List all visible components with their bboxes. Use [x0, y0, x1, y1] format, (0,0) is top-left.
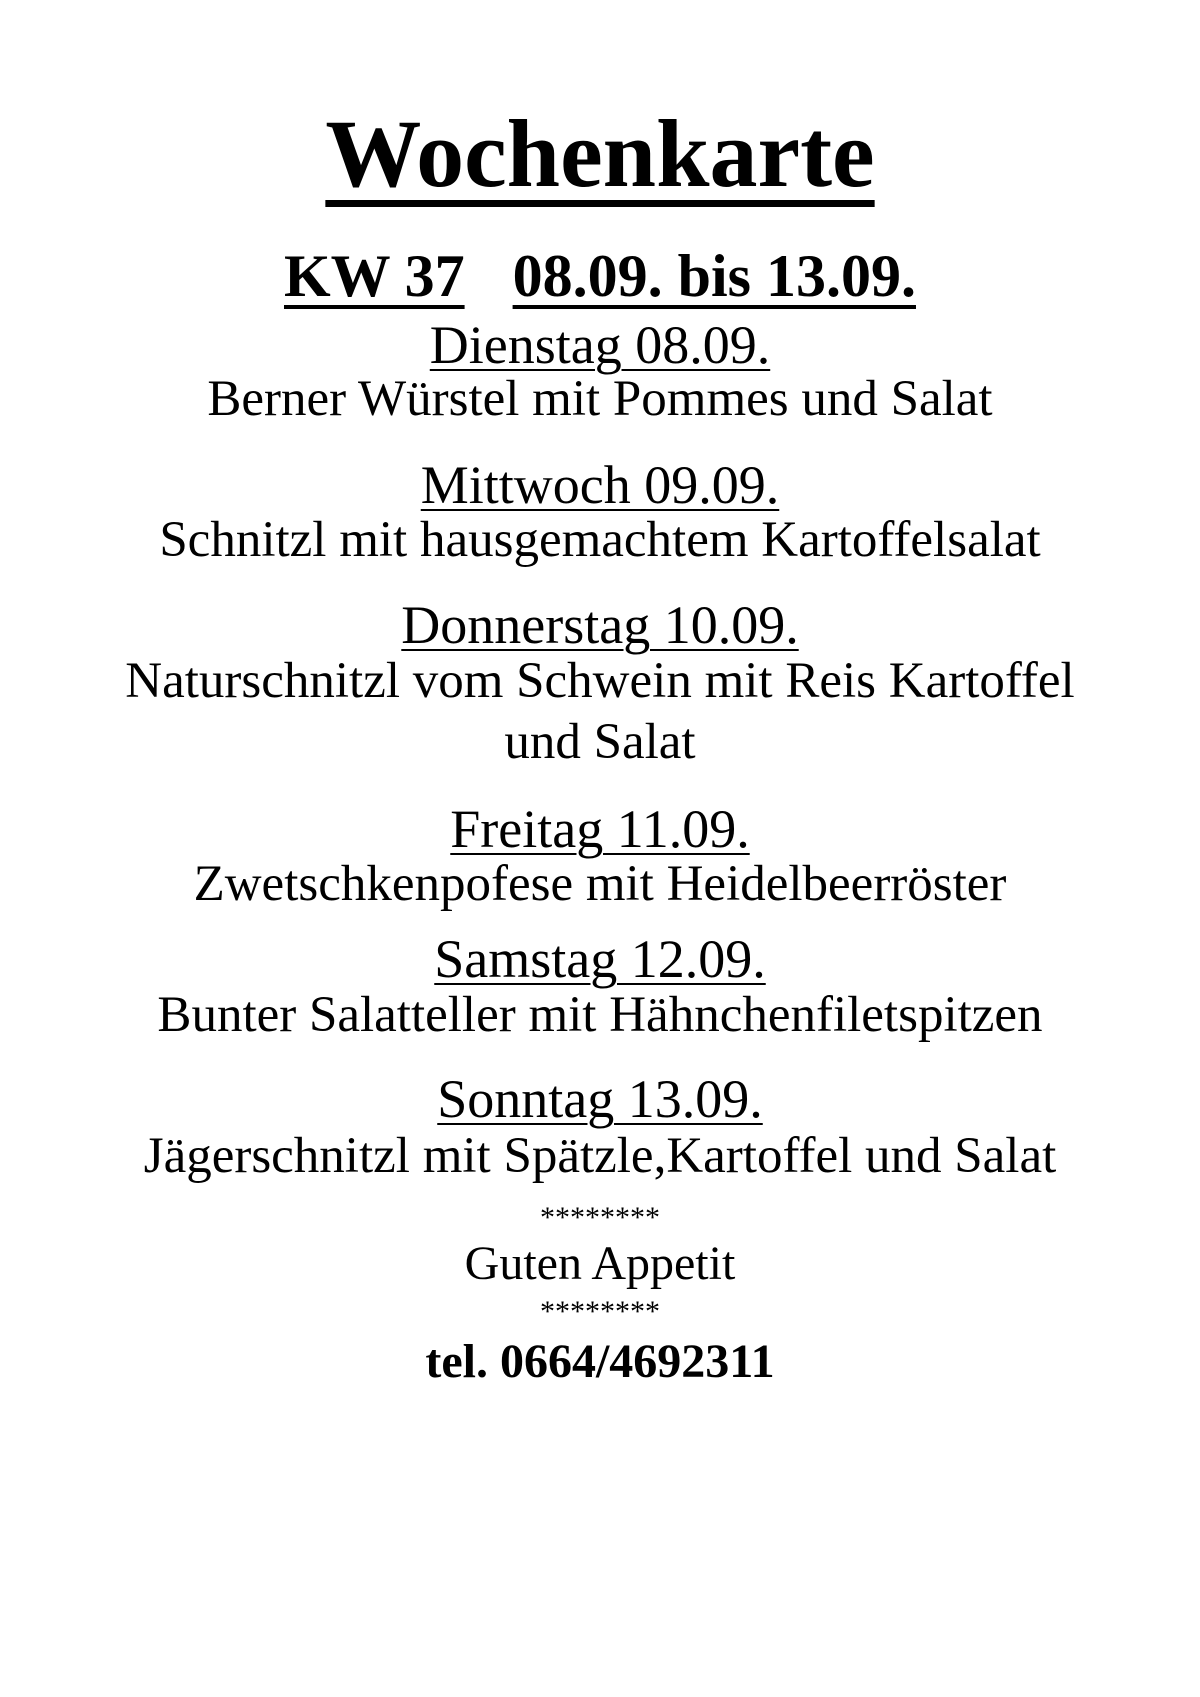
divider-stars-bottom: ******** [540, 1295, 660, 1328]
dish-sonntag: Jägerschnitzl mit Spätzle,Kartoffel und Salat [143, 1128, 1057, 1184]
day-heading-freitag: Freitag 11.09. [450, 799, 750, 859]
dish-donnerstag-line1: Naturschnitzl vom Schwein mit Reis Kartoffel [125, 653, 1075, 709]
date-range: 08.09. bis 13.09. [512, 243, 916, 309]
dish-mittwoch: Schnitzl mit hausgemachtem Kartoffelsalat [159, 512, 1041, 568]
page-title: Wochenkarte [325, 100, 875, 207]
dish-donnerstag-line2: und Salat [504, 714, 696, 770]
week-header [0, 243, 1200, 309]
day-heading-samstag: Samstag 12.09. [434, 929, 766, 989]
dish-dienstag: Berner Würstel mit Pommes und Salat [207, 371, 993, 427]
phone-number: tel. 0664/4692311 [425, 1335, 775, 1388]
greeting: Guten Appetit [464, 1237, 736, 1290]
divider-stars-top: ******** [540, 1201, 660, 1234]
day-heading-mittwoch: Mittwoch 09.09. [420, 455, 780, 515]
day-heading-sonntag: Sonntag 13.09. [437, 1069, 763, 1129]
dish-freitag: Zwetschkenpofese mit Heidelbeerröster [193, 856, 1007, 912]
calendar-week: KW 37 [284, 243, 465, 309]
day-heading-donnerstag: Donnerstag 10.09. [401, 595, 799, 655]
dish-samstag: Bunter Salatteller mit Hähnchenfiletspitzen [157, 987, 1043, 1043]
day-heading-dienstag: Dienstag 08.09. [429, 315, 771, 375]
